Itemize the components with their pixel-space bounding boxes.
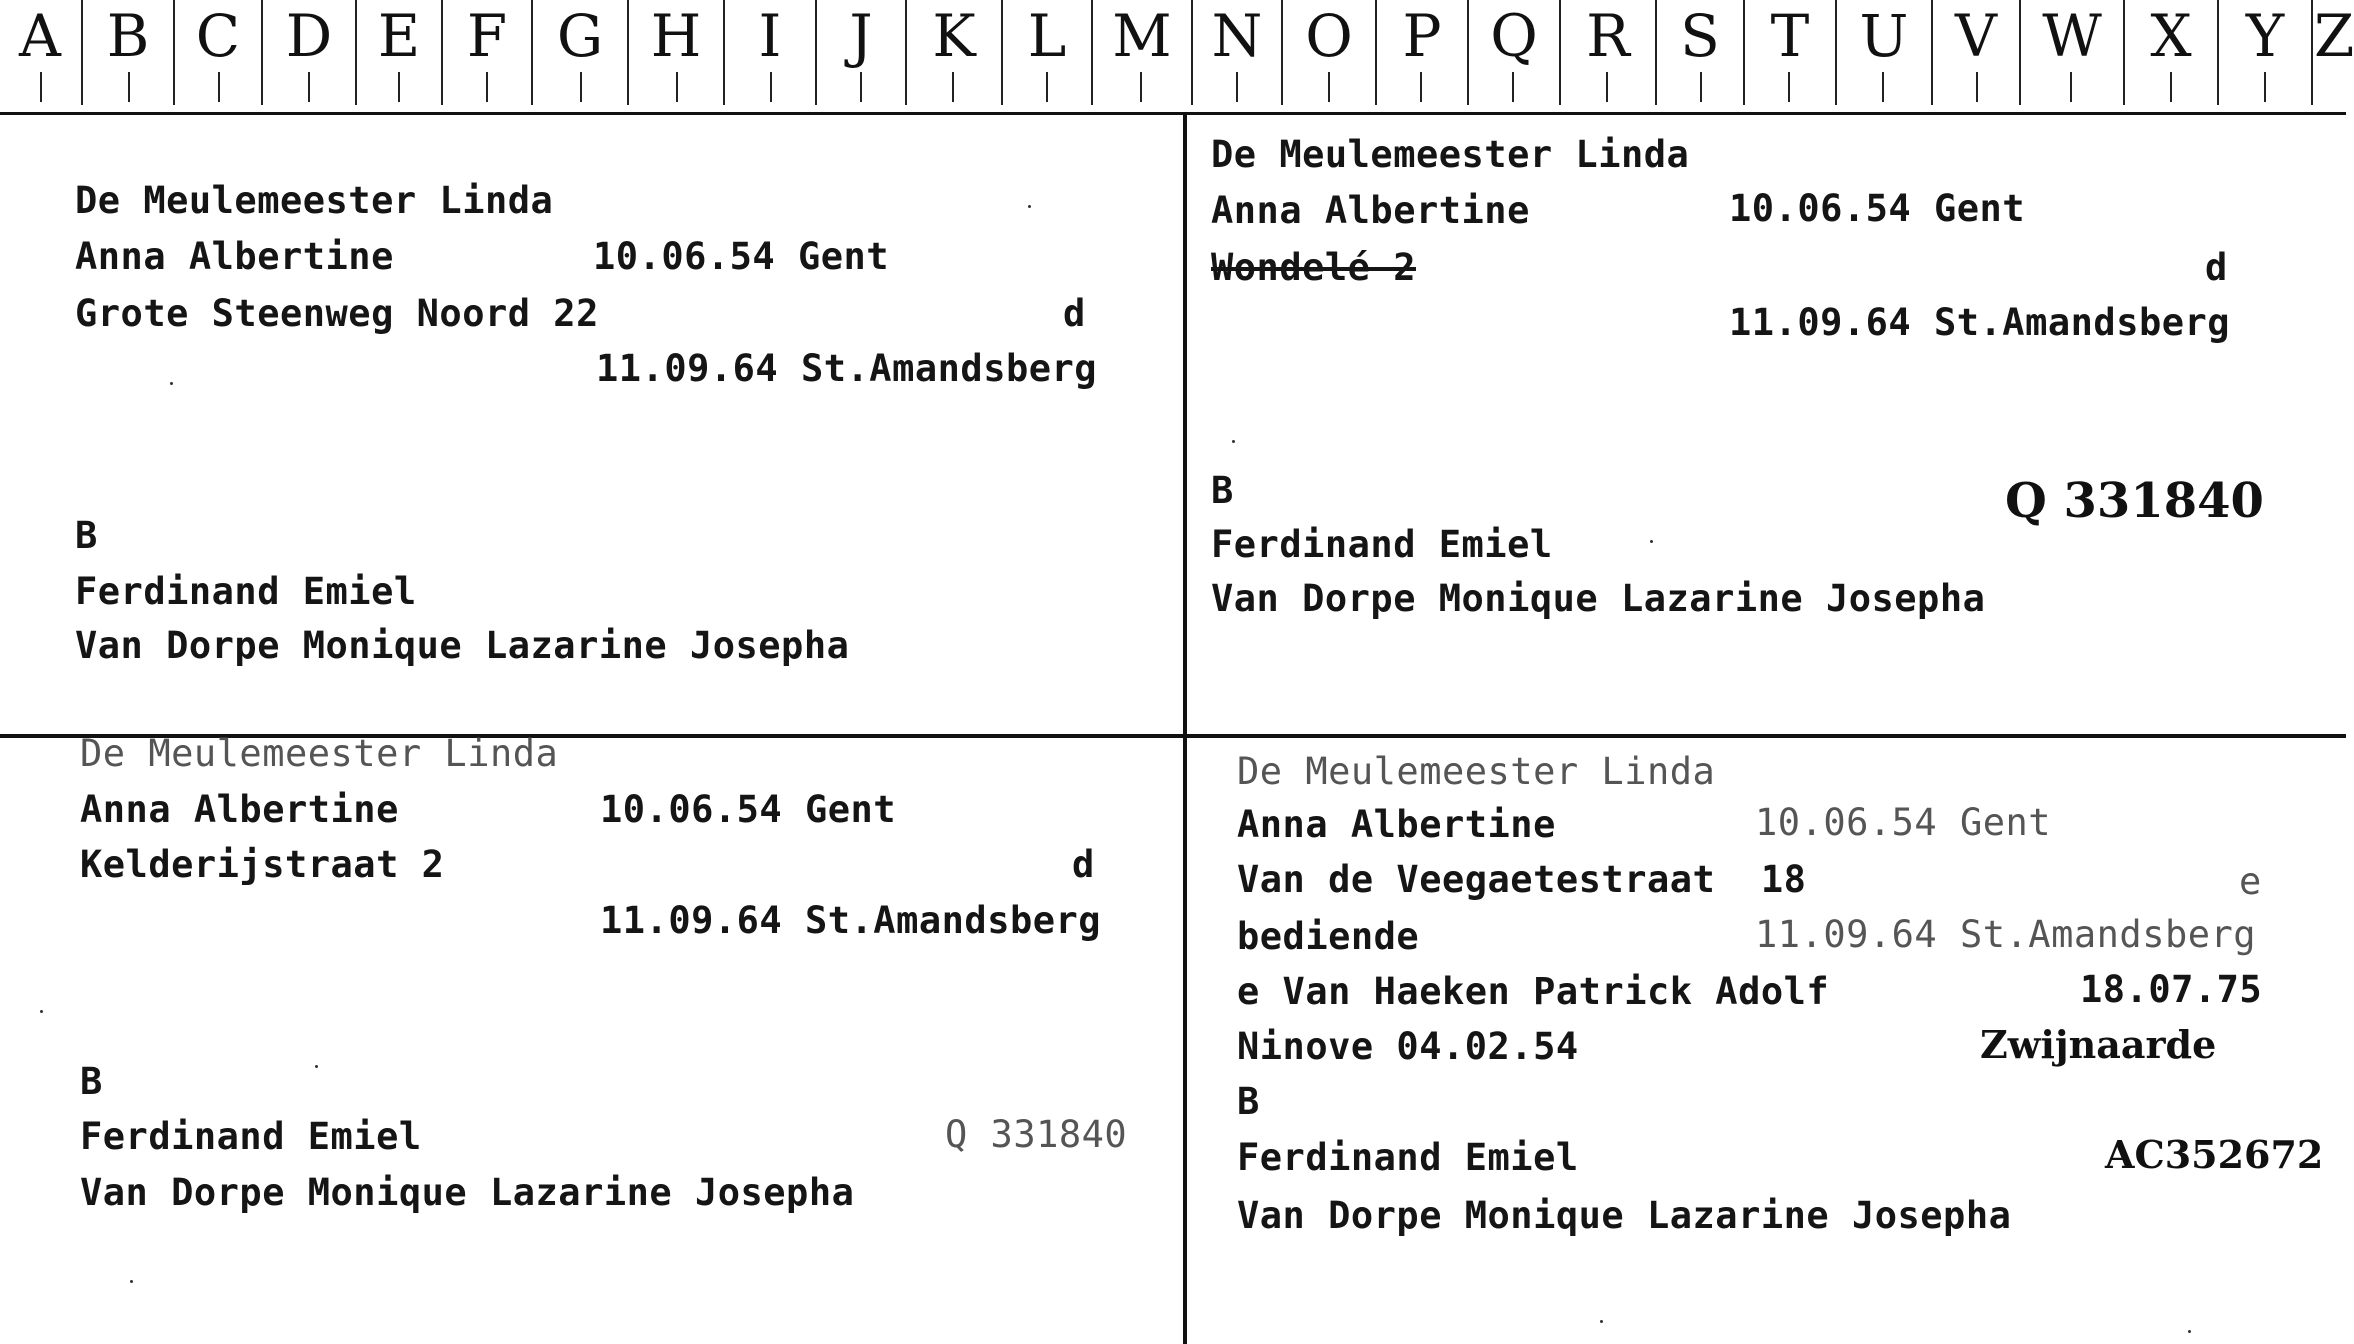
index-letter-r: R (1586, 2, 1630, 70)
index-tick (2264, 72, 2266, 102)
index-tick (676, 72, 678, 102)
index-separator (1001, 0, 1003, 105)
index-letter-x: X (2150, 2, 2192, 70)
card-mother: Van Dorpe Monique Lazarine Josepha (1237, 1194, 2012, 1237)
index-tick (860, 72, 862, 102)
index-tick (128, 72, 130, 102)
card-bottom-right (1187, 738, 2346, 1344)
index-separator (815, 0, 817, 105)
alphabet-index-header (0, 0, 2354, 115)
card-address: Grote Steenweg Noord 22 (75, 292, 599, 335)
card-name: De Meulemeester Linda (80, 732, 559, 775)
index-letter-u: U (1859, 2, 1909, 70)
index-separator (2123, 0, 2125, 105)
index-tick (580, 72, 582, 102)
index-letter-j: J (849, 2, 873, 70)
index-separator (1281, 0, 1283, 105)
card-date-place: 11.09.64 St.Amandsberg (1755, 913, 2257, 956)
index-letter-t: T (1770, 2, 1810, 70)
index-tick (308, 72, 310, 102)
card-first-names: Anna Albertine (75, 235, 394, 278)
index-tick (952, 72, 954, 102)
card-date-place: 11.09.64 St.Amandsberg (596, 347, 1098, 390)
index-tick (1700, 72, 1702, 102)
card-marker: d (1072, 843, 1095, 886)
card-spouse: e Van Haeken Patrick Adolf (1237, 970, 1830, 1013)
card-first-names: Anna Albertine (80, 788, 399, 831)
card-name: De Meulemeester Linda (1211, 133, 1690, 176)
index-letter-m: M (1112, 2, 1172, 70)
card-birth: 10.06.54 Gent (1755, 801, 2052, 844)
index-separator (1655, 0, 1657, 105)
index-letter-v: V (1955, 2, 1997, 70)
card-code: B (1211, 469, 1234, 512)
card-father: Ferdinand Emiel (1237, 1136, 1579, 1179)
index-letter-a: A (19, 2, 61, 70)
index-letter-q: Q (1490, 2, 1538, 70)
card-name: De Meulemeester Linda (75, 179, 554, 222)
index-tick (1512, 72, 1514, 102)
index-tick (2070, 72, 2072, 102)
scan-speck (1232, 440, 1235, 443)
card-birth: 10.06.54 Gent (593, 235, 890, 278)
scan-speck (2188, 1330, 2191, 1333)
index-tick (1328, 72, 1330, 102)
index-tick (1420, 72, 1422, 102)
card-marriage-place: Zwijnaarde (1980, 1022, 2217, 1067)
index-letter-b: B (106, 2, 150, 70)
card-birth: 10.06.54 Gent (1729, 187, 2026, 230)
index-letter-p: P (1402, 2, 1442, 70)
index-letter-o: O (1305, 2, 1353, 70)
index-separator (1091, 0, 1093, 105)
index-tick (2170, 72, 2172, 102)
card-code: B (1237, 1080, 1260, 1123)
index-separator (531, 0, 533, 105)
index-separator (81, 0, 83, 105)
index-letter-s: S (1680, 2, 1720, 70)
card-code: B (80, 1060, 103, 1103)
scan-speck (1650, 540, 1653, 543)
card-spouse-birth: Ninove 04.02.54 (1237, 1025, 1579, 1068)
card-top-left (0, 115, 1183, 734)
index-separator (1743, 0, 1745, 105)
index-tick (1606, 72, 1608, 102)
card-mother: Van Dorpe Monique Lazarine Josepha (80, 1171, 855, 1214)
index-letter-n: N (1211, 2, 1263, 70)
card-marker: d (2205, 246, 2228, 289)
index-letter-c: C (195, 2, 241, 70)
index-separator (905, 0, 907, 105)
card-marker: e (2239, 860, 2262, 903)
card-father: Ferdinand Emiel (75, 570, 417, 613)
card-name: De Meulemeester Linda (1237, 750, 1716, 793)
index-separator (261, 0, 263, 105)
index-tick (1882, 72, 1884, 102)
card-ref: Q 331840 (945, 1113, 1128, 1156)
index-tick (40, 72, 42, 102)
index-separator (1931, 0, 1933, 105)
index-letter-f: F (466, 2, 508, 70)
scan-speck (1600, 1320, 1603, 1323)
index-tick (398, 72, 400, 102)
index-letter-e: E (377, 2, 421, 70)
card-top-right (1187, 115, 2346, 734)
index-letter-w: W (2042, 2, 2102, 70)
card-code: B (75, 514, 98, 557)
index-separator (1559, 0, 1561, 105)
card-date-place: 11.09.64 St.Amandsberg (600, 899, 1102, 942)
scan-speck (40, 1010, 43, 1013)
card-marriage-date: 18.07.75 (2080, 968, 2263, 1011)
index-letter-k: K (932, 2, 976, 70)
index-separator (1191, 0, 1193, 105)
index-tick (1046, 72, 1048, 102)
scan-speck (130, 1280, 133, 1283)
index-letter-l: L (1027, 2, 1067, 70)
scan-speck (315, 1065, 318, 1068)
card-ref-handwritten: AC352672 (2105, 1132, 2324, 1177)
index-separator (355, 0, 357, 105)
scan-speck (1028, 205, 1031, 208)
scan-speck (170, 382, 173, 385)
index-separator (441, 0, 443, 105)
index-separator (1835, 0, 1837, 105)
card-address: Kelderijstraat 2 (80, 843, 445, 886)
card-marker: d (1063, 292, 1086, 335)
card-birth: 10.06.54 Gent (600, 788, 897, 831)
index-separator (2311, 0, 2313, 105)
card-occupation: bediende (1237, 915, 1420, 958)
index-tick (770, 72, 772, 102)
index-separator (2217, 0, 2219, 105)
index-separator (1467, 0, 1469, 105)
card-first-names: Anna Albertine (1237, 803, 1556, 846)
index-tick (1236, 72, 1238, 102)
card-father: Ferdinand Emiel (1211, 523, 1553, 566)
card-father: Ferdinand Emiel (80, 1115, 422, 1158)
index-tick (1788, 72, 1790, 102)
index-tick (218, 72, 220, 102)
card-address-struck: Wondelé 2 (1211, 246, 1416, 289)
index-letter-d: D (285, 2, 333, 70)
card-mother: Van Dorpe Monique Lazarine Josepha (75, 624, 850, 667)
index-separator (627, 0, 629, 105)
index-separator (1375, 0, 1377, 105)
index-tick (486, 72, 488, 102)
card-mother: Van Dorpe Monique Lazarine Josepha (1211, 577, 1986, 620)
index-separator (723, 0, 725, 105)
index-letter-y: Y (2245, 2, 2285, 70)
index-tick (1140, 72, 1142, 102)
index-separator (173, 0, 175, 105)
index-letter-i: I (758, 2, 782, 70)
index-separator (2019, 0, 2021, 105)
index-letter-h: H (650, 2, 702, 70)
card-date-place: 11.09.64 St.Amandsberg (1729, 301, 2231, 344)
card-bottom-left (0, 732, 1183, 1344)
index-letter-z: Z (2314, 2, 2354, 70)
card-ref-handwritten: Q 331840 (2005, 473, 2264, 529)
index-tick (1976, 72, 1978, 102)
index-letter-g: G (556, 2, 604, 70)
card-address: Van de Veegaetestraat 18 (1237, 858, 1807, 901)
card-first-names: Anna Albertine (1211, 189, 1530, 232)
